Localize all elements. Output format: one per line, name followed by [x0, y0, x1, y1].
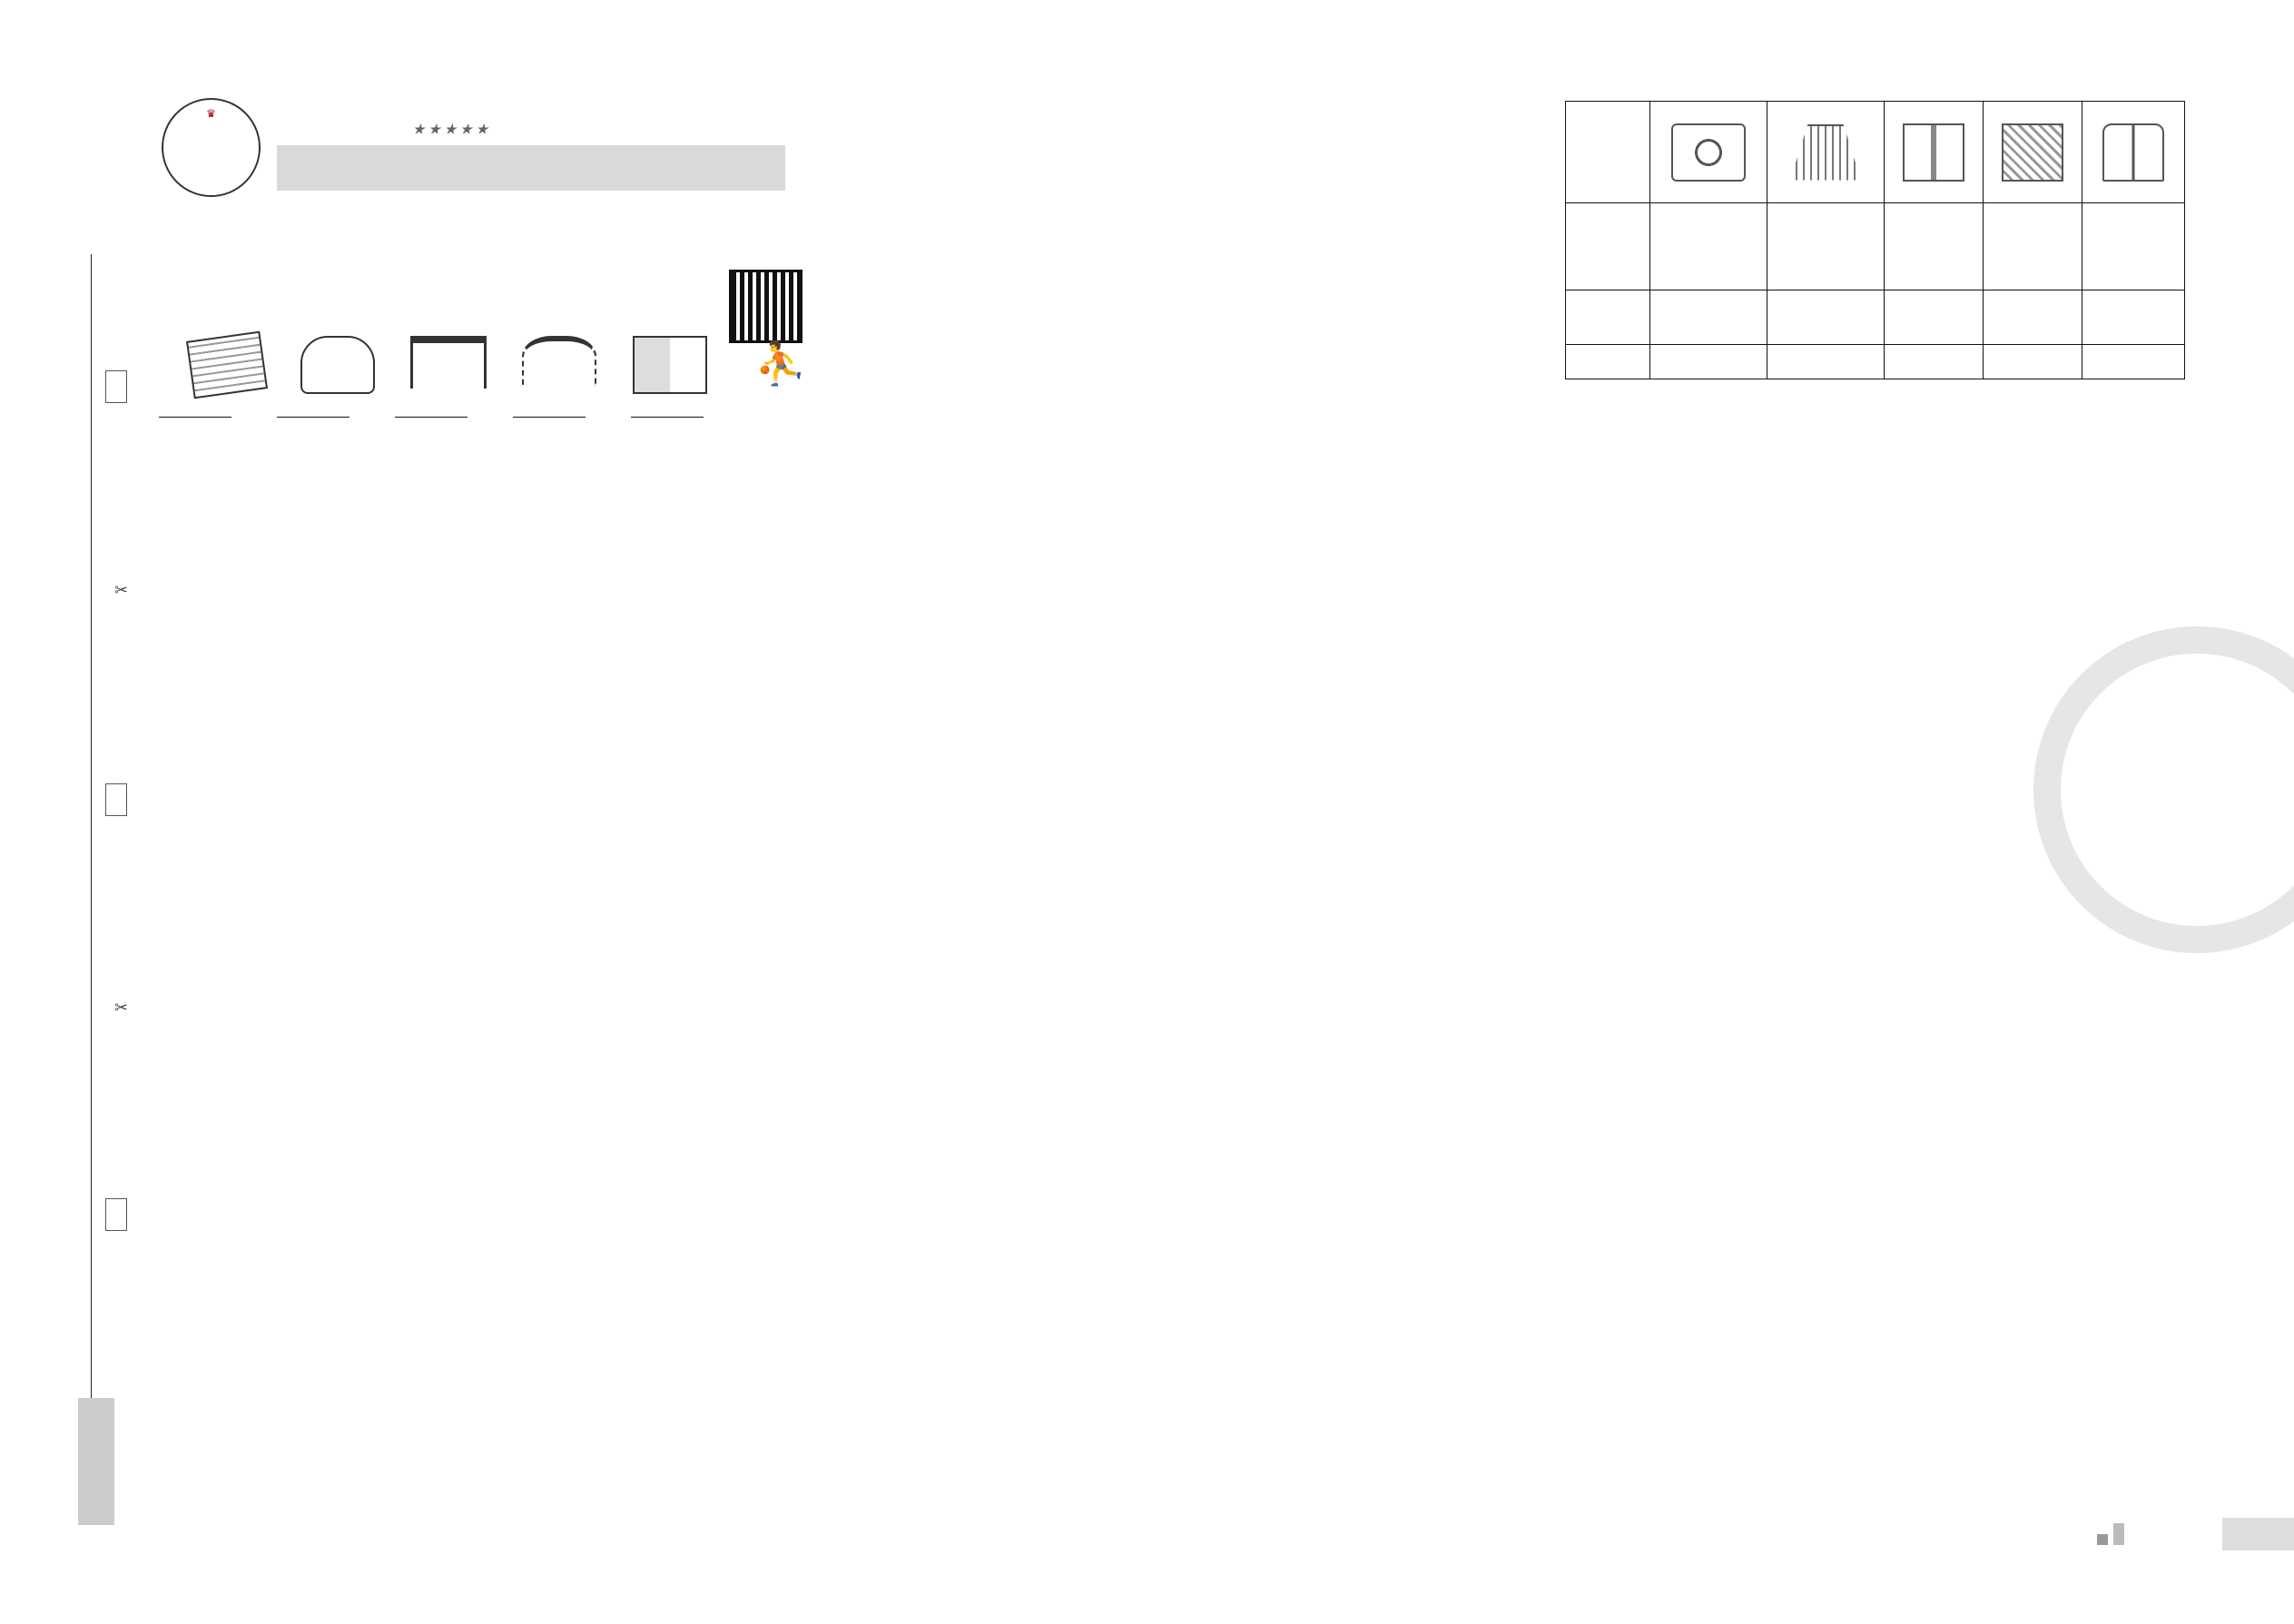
table-header-cell	[1566, 102, 1650, 203]
tshirt-icon	[1671, 123, 1746, 182]
picture-option	[297, 336, 379, 394]
table-cell	[1984, 345, 2082, 379]
table-cell	[1885, 102, 1984, 203]
decor-square	[2097, 1534, 2108, 1545]
answer-blank[interactable]	[631, 399, 749, 425]
table-row	[1566, 203, 2185, 290]
star-icon: ★ ★	[460, 123, 488, 137]
shorts-icon	[1903, 123, 1964, 182]
sweater-icon	[2002, 123, 2063, 182]
table-cell	[2082, 203, 2185, 290]
star-icon: ★ ★ ★	[413, 123, 461, 137]
scissors-icon: ✂	[114, 581, 129, 600]
logo	[162, 98, 261, 197]
jacket-icon	[2102, 123, 2164, 182]
seal-marker	[105, 783, 127, 816]
table-cell	[1885, 203, 1984, 290]
table-cell	[2082, 290, 2185, 345]
school-field[interactable]	[73, 263, 113, 472]
table-cell	[1984, 290, 2082, 345]
column-3	[1543, 95, 2197, 379]
table-cell	[1650, 290, 1767, 345]
table-header-cell	[1566, 345, 1650, 379]
clothes-table	[1565, 101, 2185, 379]
watermark-seal	[2033, 626, 2294, 953]
table-cell	[1984, 102, 2082, 203]
book-icon	[186, 331, 268, 399]
table-cell	[1984, 203, 2082, 290]
table-cell	[1767, 345, 1885, 379]
line-marker	[105, 370, 127, 403]
table-cell	[1650, 345, 1767, 379]
table-cell	[1767, 203, 1885, 290]
paper-number	[413, 109, 487, 141]
table-cell	[2082, 345, 2185, 379]
table-cell	[2082, 102, 2185, 203]
name-field[interactable]	[73, 1071, 113, 1262]
dense-marker	[105, 1198, 127, 1231]
footer-band	[2222, 1518, 2294, 1550]
table-cell	[1767, 290, 1885, 345]
title-band	[277, 145, 785, 191]
answer-blanks	[159, 399, 817, 425]
picture-row	[186, 336, 822, 394]
table-cell	[1885, 345, 1984, 379]
skirt-icon	[1790, 124, 1861, 181]
basketball-player-icon: ⛹	[754, 339, 807, 388]
picture-option	[186, 336, 268, 394]
decor-square	[2113, 1523, 2124, 1545]
classroom-icon	[633, 336, 707, 394]
picture-option	[408, 336, 489, 394]
table-row	[1566, 290, 2185, 345]
answer-blank[interactable]	[513, 399, 631, 425]
scissors-icon: ✂	[114, 999, 129, 1018]
table-header-cell	[1566, 203, 1650, 290]
table-header-cell	[1566, 290, 1650, 345]
answer-blank[interactable]	[159, 399, 277, 425]
picture-option	[629, 336, 711, 394]
backpack-icon	[300, 336, 375, 394]
table-row	[1566, 102, 2185, 203]
column-1	[159, 320, 817, 425]
table-cell	[1885, 290, 1984, 345]
table-cell	[1650, 203, 1767, 290]
table-cell	[1650, 102, 1767, 203]
picture-option	[740, 336, 822, 394]
answer-blank[interactable]	[277, 399, 395, 425]
picture-option	[518, 336, 600, 394]
table-icon	[410, 336, 487, 389]
round-table-icon	[522, 336, 596, 387]
region-tag	[78, 1398, 114, 1525]
table-row	[1566, 345, 2185, 379]
answer-blank[interactable]	[395, 399, 513, 425]
table-cell	[1767, 102, 1885, 203]
crown-icon: ♛	[206, 107, 216, 120]
